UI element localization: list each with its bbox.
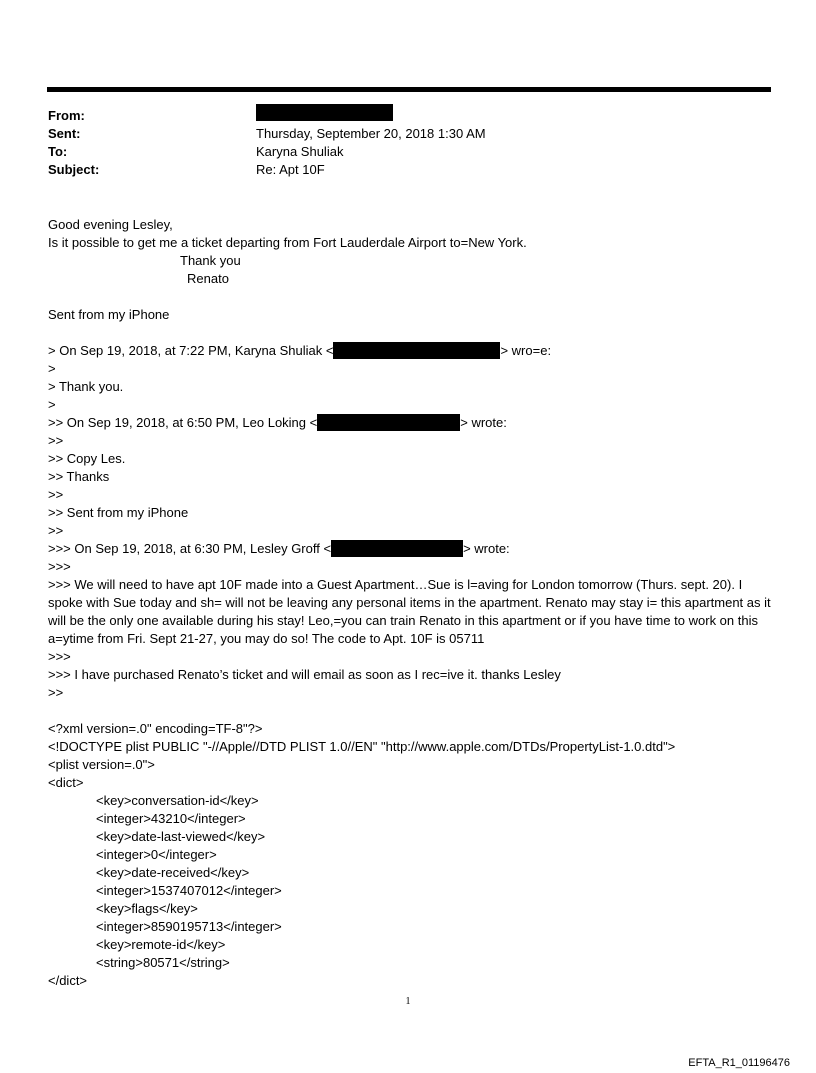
quote-thank-you: > Thank you. <box>48 379 124 394</box>
plist-open: <plist version=.0"> <box>48 757 155 772</box>
sent-label: Sent: <box>48 126 81 141</box>
plist-entry: <string>80571</string> <box>96 955 230 970</box>
quote-line: >> <box>48 487 64 502</box>
quote-main-paragraph: >>> We will need to have apt 10F made into a Guest Apartment…Sue is l=aving for London tomorrow (Thurs. sept. 20). I spoke with Sue today and sh= will not be leaving any personal items in the apartment. Renato may stay i= this apartment as it will be the only one available during his stay! Leo,=you can train Renato in this apartment or if you have time to work on this a=ytime from Fri. Sept 21-27, you may do so! The code to Apt. 10F is 05711 <box>48 577 771 646</box>
plist-entry: <key>remote-id</key> <box>96 937 226 952</box>
quote-header-karyna <box>48 342 551 360</box>
quote-header-text: >>> On Sep 19, 2018, at 6:30 PM, Lesley Groff < <box>48 541 332 556</box>
plist-entry: <key>conversation-id</key> <box>96 793 259 808</box>
from-redaction <box>256 104 393 122</box>
sent-value: Thursday, September 20, 2018 1:30 AM <box>256 126 486 141</box>
email-redaction <box>331 540 463 557</box>
quote-line: >> <box>48 433 64 448</box>
quote-line: > <box>48 397 56 412</box>
plist-entry: <integer>1537407012</integer> <box>96 883 282 898</box>
quote-copy-les: >> Copy Les. <box>48 451 126 466</box>
quote-header-tail: > wro=e: <box>500 343 552 358</box>
plist-dict-close: </dict> <box>48 973 88 988</box>
plist-xml-decl: <?xml version=.0" encoding=TF-8"?> <box>48 721 263 736</box>
plist-entry: <integer>43210</integer> <box>96 811 246 826</box>
bates-number: EFTA_R1_01196476 <box>688 1057 790 1069</box>
signoff-name: Renato <box>187 271 229 286</box>
quote-line: >>> <box>48 649 71 664</box>
quote-thanks: >> Thanks <box>48 469 110 484</box>
quote-line: > <box>48 361 56 376</box>
plist-doctype: <!DOCTYPE plist PUBLIC "-//Apple//DTD PLIST 1.0//EN" "http://www.apple.com/DTDs/PropertyList-1.0.dtd"> <box>48 739 676 754</box>
plist-entry: <key>flags</key> <box>96 901 198 916</box>
quote-line: >> <box>48 523 64 538</box>
email-redaction <box>317 414 460 431</box>
quote-header-tail: > wrote: <box>460 415 507 430</box>
greeting: Good evening Lesley, <box>48 217 173 232</box>
quote-ticket-note: >>> I have purchased Renato’s ticket and will email as soon as I rec=ive it. thanks Lesley <box>48 667 561 682</box>
email-redaction <box>333 342 500 359</box>
to-label: To: <box>48 144 68 159</box>
plist-entry: <key>date-received</key> <box>96 865 250 880</box>
plist-dict-open: <dict> <box>48 775 84 790</box>
subject-value: Re: Apt 10F <box>256 162 325 177</box>
signoff-thanks: Thank you <box>180 253 241 268</box>
quote-header-lesley <box>48 540 510 558</box>
page-number: 1 <box>405 996 411 1007</box>
plist-entry: <key>date-last-viewed</key> <box>96 829 266 844</box>
plist-entry: <integer>0</integer> <box>96 847 217 862</box>
quote-header-tail: > wrote: <box>463 541 510 556</box>
quote-header-leo <box>48 414 507 432</box>
body-request: Is it possible to get me a ticket departing from Fort Lauderdale Airport to=New York. <box>48 235 527 250</box>
quote-header-text: > On Sep 19, 2018, at 7:22 PM, Karyna Shuliak < <box>48 343 334 358</box>
quote-header-text: >> On Sep 19, 2018, at 6:50 PM, Leo Loking < <box>48 415 318 430</box>
to-value: Karyna Shuliak <box>256 144 344 159</box>
from-label: From: <box>48 108 85 123</box>
quote-sent-from-iphone: >> Sent from my iPhone <box>48 505 189 520</box>
plist-entry: <integer>8590195713</integer> <box>96 919 282 934</box>
subject-label: Subject: <box>48 162 100 177</box>
quote-line: >>> <box>48 559 71 574</box>
sent-from-iphone: Sent from my iPhone <box>48 307 170 322</box>
header-rule <box>47 87 771 92</box>
quote-line: >> <box>48 685 64 700</box>
